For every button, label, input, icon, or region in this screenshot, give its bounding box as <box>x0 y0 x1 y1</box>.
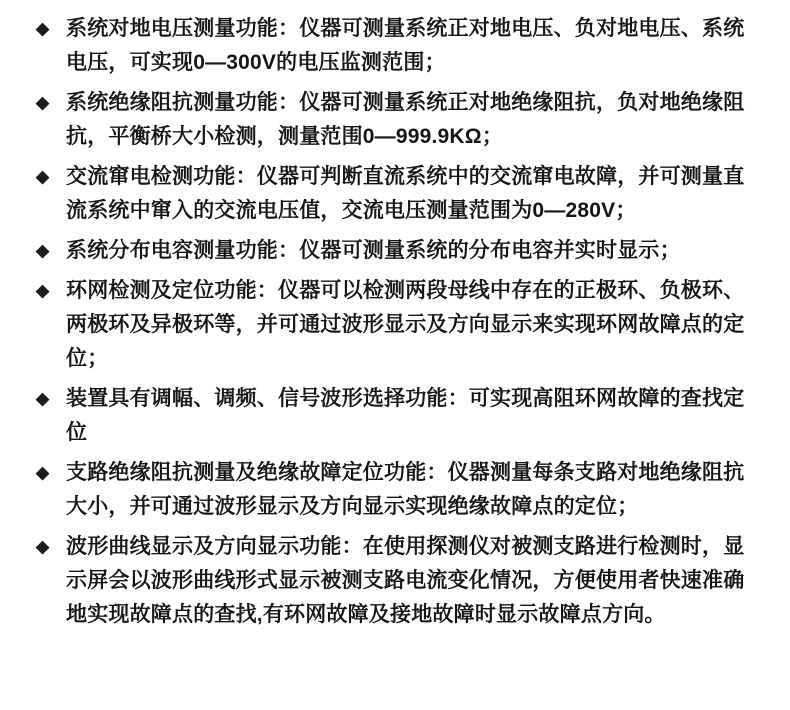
list-item-text: 系统分布电容测量功能：仪器可测量系统的分布电容并实时显示； <box>66 239 681 262</box>
diamond-bullet-icon: ◆ <box>36 281 50 300</box>
diamond-bullet-icon: ◆ <box>36 389 50 408</box>
diamond-bullet-icon: ◆ <box>36 463 50 482</box>
list-item-text: 支路绝缘阻抗测量及绝缘故障定位功能：仪器测量每条支路对地绝缘阻抗大小，并可通过波形显示及方向显示实现绝缘故障点的定位； <box>66 461 745 518</box>
list-item <box>36 160 762 228</box>
list-item <box>36 530 762 632</box>
list-item-text: 波形曲线显示及方向显示功能：在使用探测仪对被测支路进行检测时，显示屏会以波形曲线形式显示被测支路电流变化情况，方便使用者快速准确地实现故障点的查找,有环网故障及接地故障时显示故障点方向。 <box>66 535 745 626</box>
list-item-text: 交流窜电检测功能：仪器可判断直流系统中的交流窜电故障，并可测量直流系统中窜入的交流电压值，交流电压测量范围为0—280V； <box>66 165 745 222</box>
list-item <box>36 456 762 524</box>
list-item-text: 装置具有调幅、调频、信号波形选择功能：可实现高阻环网故障的查找定位 <box>66 387 745 444</box>
diamond-bullet-icon: ◆ <box>36 241 50 260</box>
diamond-bullet-icon: ◆ <box>36 19 50 38</box>
list-item <box>36 234 762 268</box>
list-item <box>36 12 762 80</box>
diamond-bullet-icon: ◆ <box>36 537 50 556</box>
list-item-text: 系统对地电压测量功能：仪器可测量系统正对地电压、负对地电压、系统电压，可实现0—300V的电压监测范围； <box>66 17 745 74</box>
list-item-text: 系统绝缘阻抗测量功能：仪器可测量系统正对地绝缘阻抗，负对地绝缘阻抗，平衡桥大小检测，测量范围0—999.9KΩ； <box>66 91 745 148</box>
list-item-text: 环网检测及定位功能：仪器可以检测两段母线中存在的正极环、负极环、两极环及异极环等，并可通过波形显示及方向显示来实现环网故障点的定位； <box>66 279 745 370</box>
list-item <box>36 274 762 376</box>
diamond-bullet-icon: ◆ <box>36 93 50 112</box>
list-item <box>36 382 762 450</box>
diamond-bullet-icon: ◆ <box>36 167 50 186</box>
list-item <box>36 86 762 154</box>
